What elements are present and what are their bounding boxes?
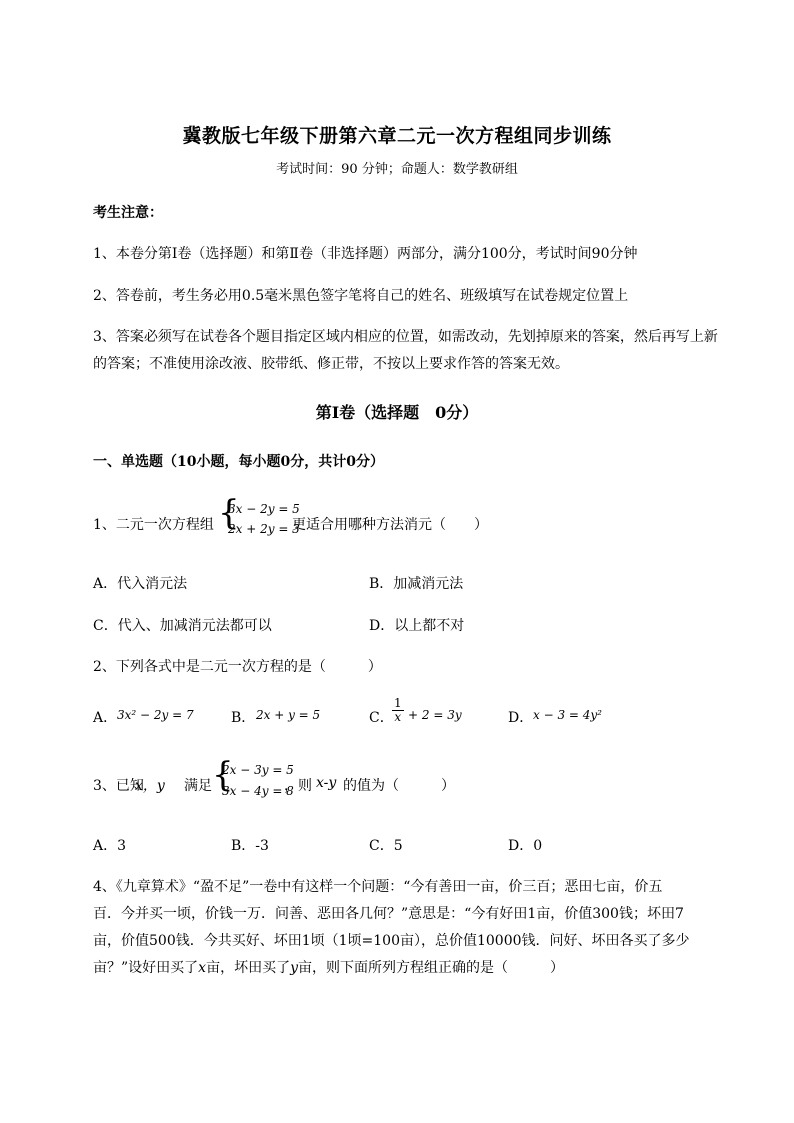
q2-option-c-numerator: 1 xyxy=(394,696,402,710)
q3-option-a: A．3 xyxy=(93,838,127,854)
q2-option-b-label: B． xyxy=(231,710,256,726)
part-heading: 一、单选题（10小题，每小题0分，共计0分） xyxy=(93,454,384,470)
q1-eq2: 2x + 2y = 3 xyxy=(228,522,300,536)
q2-option-a-label: A． xyxy=(93,710,118,726)
q4-line-4-b: 亩，坏田买了 xyxy=(206,960,291,976)
section-title: 第Ⅰ卷（选择题 0分） xyxy=(315,403,479,422)
q3-mid: 满足 xyxy=(184,778,212,794)
q3-option-d: D．0 xyxy=(508,838,543,854)
q1-option-d: D．以上都不对 xyxy=(369,618,465,634)
q2-option-d-expr: x − 3 = 4y² xyxy=(533,708,602,722)
q2-option-c-fraction xyxy=(392,697,404,724)
q4-line-4-c: 亩，则下面所列方程组正确的是（ ） xyxy=(298,960,564,976)
q4-line-3: 亩，价值500钱．今共买好、坏田1顷（1顷=100亩），总价值10000钱．问好、坏田各买了多少 xyxy=(93,933,690,949)
q1-prefix: 1、二元一次方程组 xyxy=(93,517,214,533)
q4-line-1: 4、《九章算术》“盈不足”一卷中有这样一个问题：“今有善田一亩，价三百；恶田七亩，价五 xyxy=(93,879,663,895)
q2-stem: 2、下列各式中是二元一次方程的是（ ） xyxy=(93,659,382,675)
q3-tail2: 的值为（ ） xyxy=(343,778,455,794)
q3-prefix: 3、已知 xyxy=(93,778,144,794)
note-item-3: 3、答案必须写在试卷各个题目指定区域内相应的位置，如需改动，先划掉原来的答案，然后再写上新 xyxy=(93,329,718,345)
q2-option-b-expr: 2x + y = 5 xyxy=(256,708,321,722)
q1-option-b: B．加减消元法 xyxy=(369,576,464,592)
q2-option-c-rest: + 2 = 3y xyxy=(408,708,462,722)
q1-suffix: 更适合用哪种方法消元（ ） xyxy=(292,517,488,533)
q4-var-y: y xyxy=(290,960,298,976)
q2-option-a-expr: 3x² − 2y = 7 xyxy=(117,708,194,722)
q4-line-4 xyxy=(93,957,564,977)
q1-eq1: 3x − 2y = 5 xyxy=(228,502,300,516)
q2-option-c-denominator: x xyxy=(394,710,402,724)
q1-brace: { xyxy=(218,493,240,533)
q3-tail1: ，则 xyxy=(284,778,312,794)
note-item-1: 1、本卷分第Ⅰ卷（选择题）和第Ⅱ卷（非选择题）两部分，满分100分，考试时间90分钟 xyxy=(93,246,638,262)
q3-eq1: 2x − 3y = 5 xyxy=(222,763,294,777)
q4-line-2: 百．今并买一顷，价钱一万．问善、恶田各几何？”意思是：“今有好田1亩，价值300钱；坏田7 xyxy=(93,906,684,922)
note-item-3-cont: 的答案；不准使用涂改液、胶带纸、修正带，不按以上要求作答的答案无效。 xyxy=(93,356,569,372)
q3-brace: { xyxy=(212,755,234,795)
q3-option-b: B．-3 xyxy=(231,838,269,854)
q1-option-a: A．代入消元法 xyxy=(93,576,188,592)
exam-title: 冀教版七年级下册第六章二元一次方程组同步训练 xyxy=(182,125,612,147)
notes-heading: 考生注意： xyxy=(93,205,163,221)
exam-subtitle: 考试时间：90 分钟；命题人：数学教研组 xyxy=(276,162,518,177)
q3-vars: x，y xyxy=(135,778,165,794)
q3-eq2: 3x − 4y = 8 xyxy=(222,784,294,798)
q2-option-c-label: C． xyxy=(369,710,394,726)
q1-option-c: C．代入、加减消元法都可以 xyxy=(93,618,272,634)
q3-option-c: C．5 xyxy=(369,838,403,854)
q3-expr: x-y xyxy=(316,775,337,791)
note-item-2: 2、答卷前，考生务必用0.5毫米黑色签字笔将自己的姓名、班级填写在试卷规定位置上 xyxy=(93,288,629,304)
q4-var-x: x xyxy=(198,960,207,976)
q4-line-4-a: 亩？”设好田买了 xyxy=(93,960,199,976)
q2-option-d-label: D． xyxy=(508,710,534,726)
